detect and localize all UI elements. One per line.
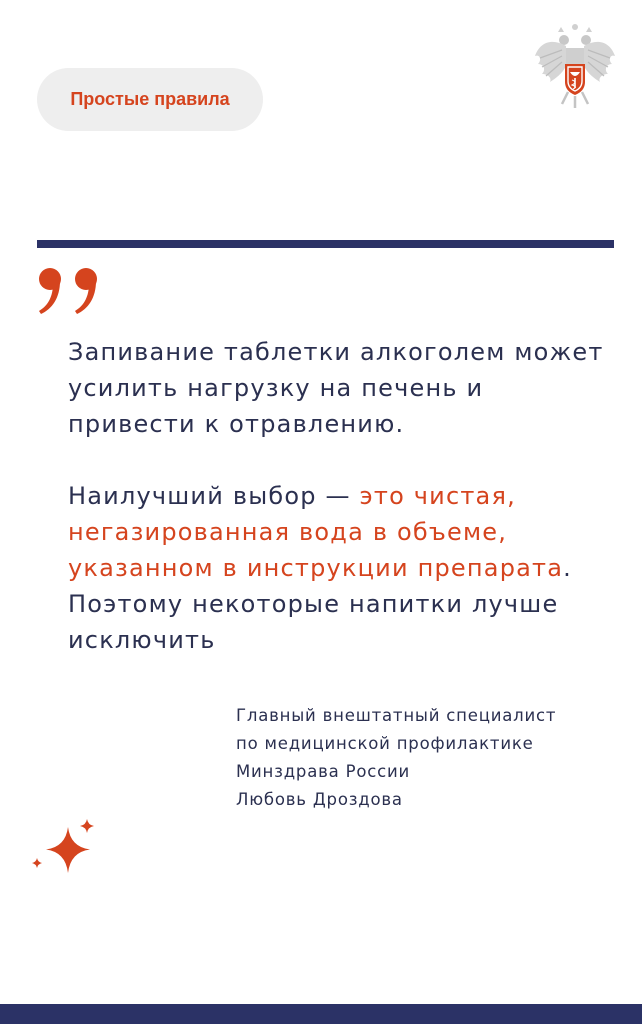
quote-paragraph-1: Запивание таблетки алкоголем может усилить нагрузку на печень и привести к отравлению.	[68, 338, 604, 438]
quote-mark-icon	[36, 266, 104, 316]
attribution-position-line-2: по медицинской профилактике	[236, 734, 534, 753]
quote-paragraph-2-tail: . Поэтому некоторые напитки лучше исключить	[68, 554, 572, 654]
quote-highlight: это чистая, негазированная вода в объеме, указанном в инструкции препарата	[68, 482, 564, 582]
attribution-organization: Минздрава России	[236, 762, 411, 781]
attribution-position-line-1: Главный внештатный специалист	[236, 706, 557, 725]
quote-paragraph-2-lead: Наилучший выбор —	[68, 482, 360, 510]
attribution-name: Любовь Дроздова	[236, 790, 403, 809]
quote-text	[68, 334, 608, 658]
ministry-emblem-icon	[532, 20, 618, 110]
top-divider	[37, 240, 614, 248]
category-tag	[37, 68, 263, 131]
bottom-bar	[0, 1004, 642, 1024]
attribution	[236, 702, 616, 814]
sparkle-icon	[28, 815, 103, 885]
quote-paragraph-2	[68, 478, 608, 658]
category-tag-label: Простые правила	[70, 89, 230, 109]
